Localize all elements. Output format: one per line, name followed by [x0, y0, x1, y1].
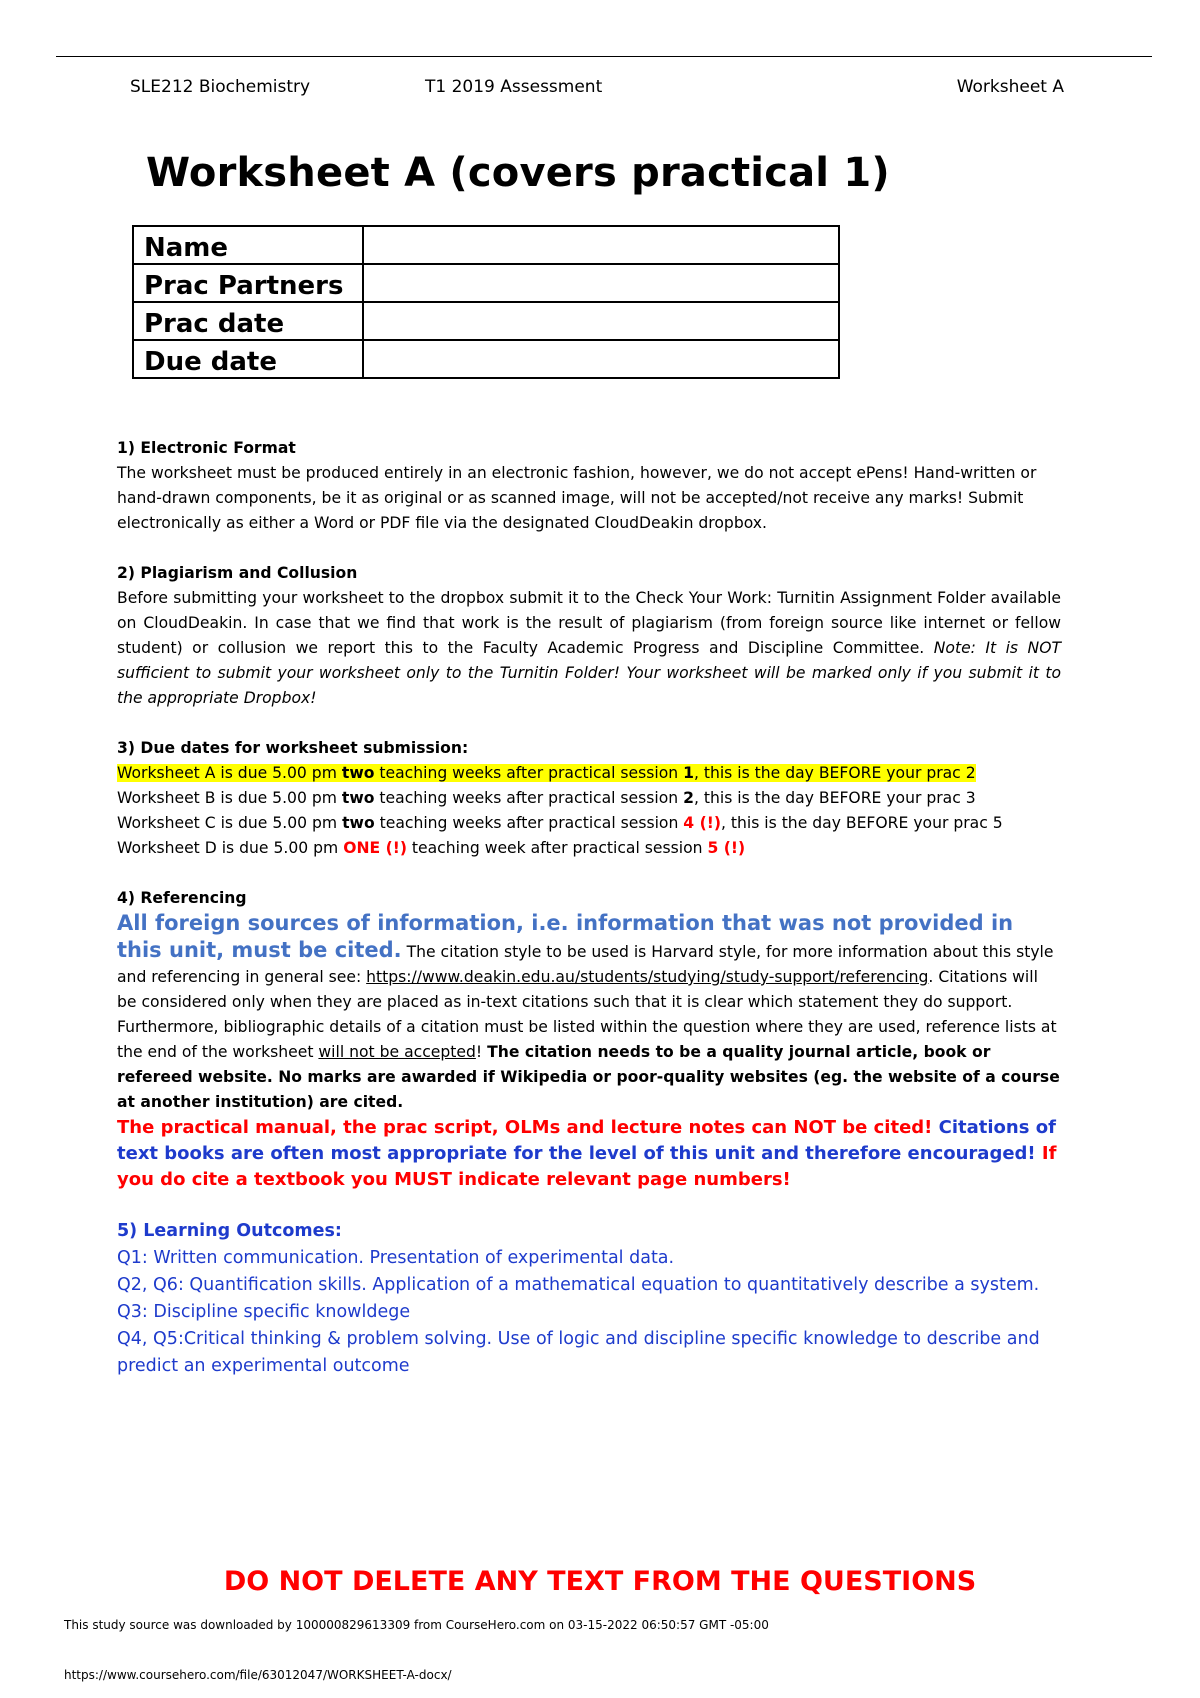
- do-not-delete-warning: DO NOT DELETE ANY TEXT FROM THE QUESTIONS: [223, 1566, 977, 1597]
- student-info-table: [132, 225, 840, 379]
- header-course: SLE212 Biochemistry: [130, 77, 311, 97]
- page-title: Worksheet A (covers practical 1): [146, 150, 890, 196]
- download-source-url: https://www.coursehero.com/file/63012047/WORKSHEET-A-docx/: [64, 1668, 452, 1682]
- citation-warning: The practical manual, the prac script, OLMs and lecture notes can NOT be cited! Citations of text books are often most appropriate for the level of this unit and therefore encouraged! If you do cite a textbook you MUST indicate relevant page numbers!: [117, 1117, 1057, 1190]
- info-value-field[interactable]: [363, 226, 839, 264]
- electronic-format-text: The worksheet must be produced entirely in an electronic fashion, however, we do not accept ePens! Hand-written or hand-drawn components, be it as original or as scanned image, will not be accepted/not receive any marks! Submit electronically as either a Word or PDF file via the designated CloudDeakin dropbox.: [117, 464, 1037, 532]
- referencing-lead: All foreign sources of information, i.e. information that was not provided in this unit, must be cited.: [117, 911, 1014, 962]
- section-heading-learning-outcomes: 5) Learning Outcomes:: [117, 1221, 342, 1241]
- due-date-worksheet-d: Worksheet D is due 5.00 pm ONE (!) teaching week after practical session 5 (!): [117, 839, 746, 857]
- learning-outcome-item: Q2, Q6: Quantification skills. Application of a mathematical equation to quantitatively describe a system.: [117, 1275, 1040, 1295]
- info-row-name: [133, 226, 839, 264]
- highlighted-due-date: Worksheet A is due 5.00 pm two teaching weeks after practical session 1, this is the day BEFORE your prac 2: [117, 764, 976, 782]
- plagiarism-note: Note: It is NOT sufficient to submit your worksheet only to the Turnitin Folder! Your worksheet will be marked only if you submit it to the appropriate Dropbox!: [117, 639, 1061, 707]
- info-row-prac-partners: [133, 264, 839, 302]
- instructions-body: [117, 436, 1061, 1380]
- info-row-prac-date: [133, 302, 839, 340]
- header-rule: [56, 56, 1152, 57]
- info-label: Due date: [133, 340, 363, 378]
- due-date-worksheet-a: [117, 761, 1061, 786]
- due-date-worksheet-b: Worksheet B is due 5.00 pm two teaching weeks after practical session 2, this is the day BEFORE your prac 3: [117, 789, 976, 807]
- info-value-field[interactable]: [363, 340, 839, 378]
- info-label: Prac Partners: [133, 264, 363, 302]
- learning-outcome-item: Q4, Q5:Critical thinking & problem solving. Use of logic and discipline specific knowledge to describe and predict an experimental outcome: [117, 1329, 1040, 1376]
- learning-outcome-item: Q1: Written communication. Presentation of experimental data.: [117, 1248, 675, 1268]
- section-heading-electronic-format: 1) Electronic Format: [117, 439, 296, 457]
- info-value-field[interactable]: [363, 302, 839, 340]
- download-source-note: This study source was downloaded by 100000829613309 from CourseHero.com on 03-15-2022 06:50:57 GMT -05:00: [64, 1618, 769, 1632]
- plagiarism-text: [117, 586, 1061, 711]
- section-heading-due-dates: 3) Due dates for worksheet submission:: [117, 739, 469, 757]
- info-value-field[interactable]: [363, 264, 839, 302]
- referencing-link[interactable]: https://www.deakin.edu.au/students/studying/study-support/referencing: [366, 968, 929, 986]
- header-worksheet: Worksheet A: [956, 77, 1064, 97]
- info-label: Name: [133, 226, 363, 264]
- info-row-due-date: [133, 340, 839, 378]
- plagiarism-body: Before submitting your worksheet to the dropbox submit it to the Check Your Work: Turnitin Assignment Folder available on CloudDeakin. In case that we find that work is the result of plagiarism (from foreign source like internet or fellow student) or collusion we report this to the Faculty Academic Progress and Discipline Committee.: [117, 589, 1061, 657]
- info-label: Prac date: [133, 302, 363, 340]
- due-date-worksheet-c: Worksheet C is due 5.00 pm two teaching weeks after practical session 4 (!), this is the day BEFORE your prac 5: [117, 814, 1003, 832]
- citation-quality-rule: The citation needs to be a quality journal article, book or refereed website. No marks are awarded if Wikipedia or poor-quality websites (eg. the website of a course at another institution) are cited.: [117, 1043, 1060, 1111]
- referencing-text: All foreign sources of information, i.e. information that was not provided in this unit, must be cited. The citation style to be used is Harvard style, for more information about this style and referencing in general see: https://www.deakin.edu.au/students/studying/study-support/referencing. Citations will be considered only when they are placed as in-text citations such that it is clear which statement they do support. Furthermore, bibliographic details of a citation must be listed within the question where they are used, reference lists at the end of the worksheet will not be accepted! The citation needs to be a quality journal article, book or refereed website. No marks are awarded if Wikipedia or poor-quality websites (eg. the website of a course at another institution) are cited.: [117, 911, 1060, 1111]
- section-heading-plagiarism: 2) Plagiarism and Collusion: [117, 564, 358, 582]
- header-assessment: T1 2019 Assessment: [425, 77, 603, 97]
- section-heading-referencing: 4) Referencing: [117, 889, 247, 907]
- learning-outcome-item: Q3: Discipline specific knowldege: [117, 1302, 411, 1322]
